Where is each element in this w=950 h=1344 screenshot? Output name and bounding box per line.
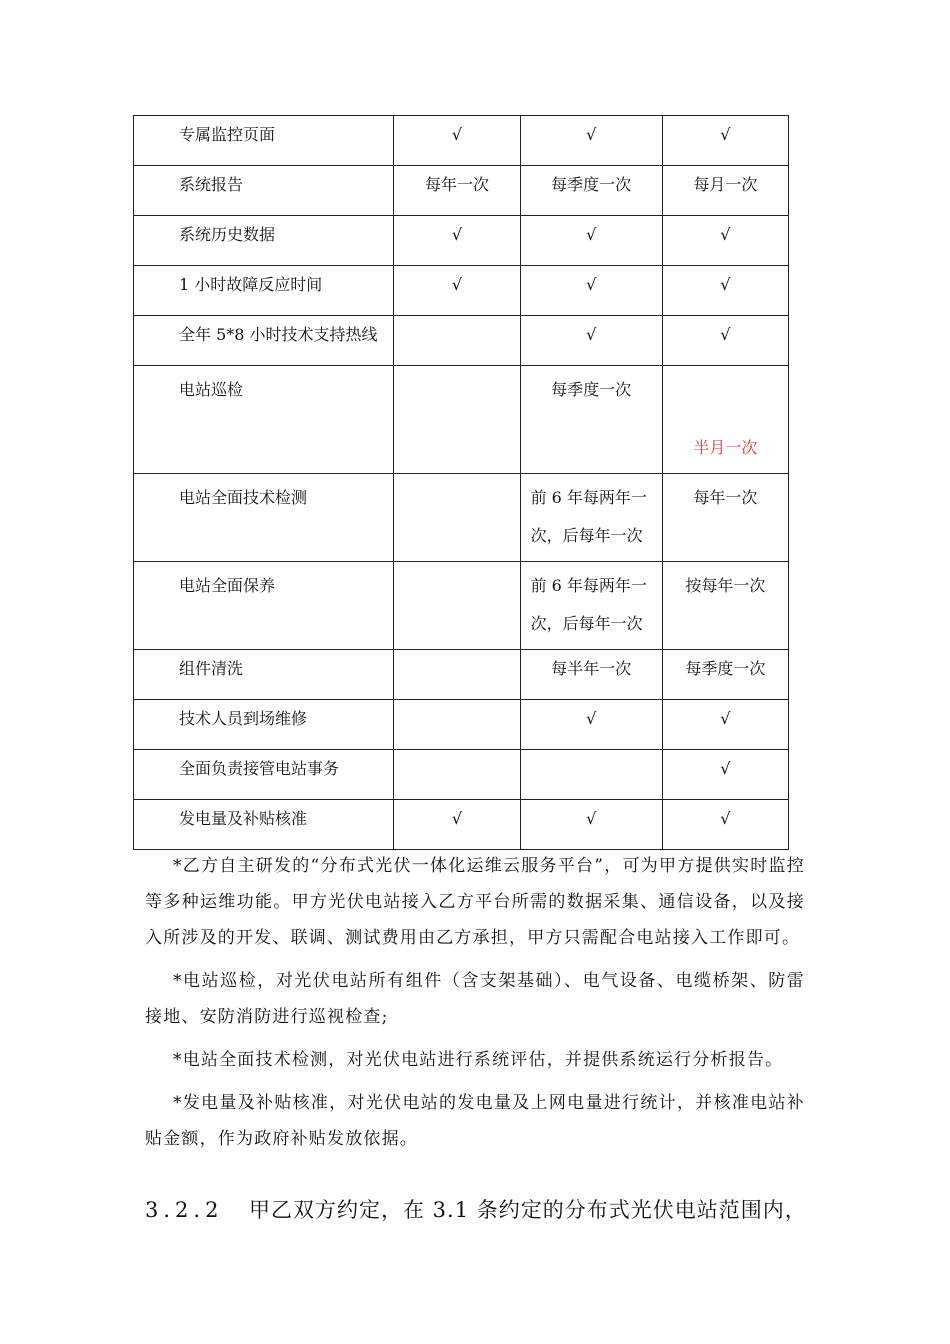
table-row xyxy=(134,166,789,216)
row-label xyxy=(134,474,394,562)
note-paragraph: *发电量及补贴核准，对光伏电站的发电量及上网电量进行统计，并核准电站补贴金额，作为政府补贴发放依据。 xyxy=(145,1093,805,1149)
tier3-cell xyxy=(662,366,788,474)
clause-number: 3.2.2 xyxy=(145,1198,224,1222)
tier1-cell: √ xyxy=(394,800,520,850)
tier1-cell: √ xyxy=(394,216,520,266)
tier3-cell: 每月一次 xyxy=(662,166,788,216)
tier3-cell: √ xyxy=(662,800,788,850)
tier3-cell-text: 按每年一次 xyxy=(685,576,766,595)
row-label: 发电量及补贴核准 xyxy=(134,800,394,850)
row-label: 系统报告 xyxy=(134,166,394,216)
tier2-cell xyxy=(520,750,662,800)
tier2-cell-text: 前 6 年每两年一次，后每年一次 xyxy=(530,576,647,633)
tier3-cell: √ xyxy=(662,266,788,316)
table-row xyxy=(134,266,789,316)
table-row xyxy=(134,116,789,166)
tier1-cell xyxy=(394,750,520,800)
tier1-cell xyxy=(394,650,520,700)
note-paragraph: *电站巡检，对光伏电站所有组件（含支架基础）、电气设备、电缆桥架、防雷接地、安防消防进行巡视检查; xyxy=(145,971,805,1027)
row-label: 全面负责接管电站事务 xyxy=(134,750,394,800)
tier3-cell-text: 每年一次 xyxy=(693,488,758,507)
table-row xyxy=(134,216,789,266)
tier3-highlight-text: 半月一次 xyxy=(693,438,758,457)
row-label-text: 电站巡检 xyxy=(179,380,244,399)
tier2-cell: √ xyxy=(520,266,662,316)
table-row xyxy=(134,562,789,650)
tier2-cell-text: 前 6 年每两年一次，后每年一次 xyxy=(530,488,647,545)
tier2-cell-text: 每季度一次 xyxy=(551,380,632,399)
tier1-cell xyxy=(394,366,520,474)
row-label: 系统历史数据 xyxy=(134,216,394,266)
tier2-cell: 每季度一次 xyxy=(520,166,662,216)
table-row xyxy=(134,800,789,850)
tier3-cell: √ xyxy=(662,750,788,800)
tier3-cell: 每季度一次 xyxy=(662,650,788,700)
table-row xyxy=(134,474,789,562)
tier2-cell: √ xyxy=(520,316,662,366)
tier2-cell: 每半年一次 xyxy=(520,650,662,700)
note-paragraph: *乙方自主研发的“分布式光伏一体化运维云服务平台”，可为甲方提供实时监控等多种运维功能。甲方光伏电站接入乙方平台所需的数据采集、通信设备，以及接入所涉及的开发、联调、测试费用由乙方承担，甲方只需配合电站接入工作即可。 xyxy=(145,856,805,948)
tier1-cell xyxy=(394,562,520,650)
clause-text: 甲乙双方约定，在 3.1 条约定的分布式光伏电站范围内， xyxy=(249,1198,807,1222)
tier1-cell xyxy=(394,700,520,750)
service-level-table xyxy=(133,115,789,850)
row-label: 1 小时故障反应时间 xyxy=(134,266,394,316)
tier3-cell: √ xyxy=(662,116,788,166)
tier3-cell: √ xyxy=(662,216,788,266)
tier2-cell: √ xyxy=(520,700,662,750)
tier2-cell xyxy=(520,474,662,562)
tier1-cell xyxy=(394,316,520,366)
tier3-cell xyxy=(662,562,788,650)
tier1-cell xyxy=(394,474,520,562)
row-label xyxy=(134,562,394,650)
tier2-cell xyxy=(520,562,662,650)
tier2-cell: √ xyxy=(520,116,662,166)
row-label xyxy=(134,366,394,474)
tier1-cell: √ xyxy=(394,116,520,166)
tier3-cell xyxy=(662,474,788,562)
tier2-cell xyxy=(520,366,662,474)
row-label: 全年 5*8 小时技术支持热线 xyxy=(134,316,394,366)
table-row xyxy=(134,316,789,366)
table-row xyxy=(134,700,789,750)
tier1-cell: √ xyxy=(394,266,520,316)
table-row xyxy=(134,366,789,474)
tier2-cell: √ xyxy=(520,216,662,266)
table-row xyxy=(134,650,789,700)
row-label-text: 电站全面保养 xyxy=(179,576,276,595)
tier2-cell: √ xyxy=(520,800,662,850)
table-row xyxy=(134,750,789,800)
row-label-text: 电站全面技术检测 xyxy=(179,488,308,507)
tier3-cell: √ xyxy=(662,700,788,750)
note-paragraph: *电站全面技术检测，对光伏电站进行系统评估，并提供系统运行分析报告。 xyxy=(173,1050,784,1070)
row-label: 专属监控页面 xyxy=(134,116,394,166)
row-label: 技术人员到场维修 xyxy=(134,700,394,750)
tier1-cell: 每年一次 xyxy=(394,166,520,216)
row-label: 组件清洗 xyxy=(134,650,394,700)
tier3-cell: √ xyxy=(662,316,788,366)
clause-heading xyxy=(145,1190,825,1230)
notes-section xyxy=(145,848,805,1164)
